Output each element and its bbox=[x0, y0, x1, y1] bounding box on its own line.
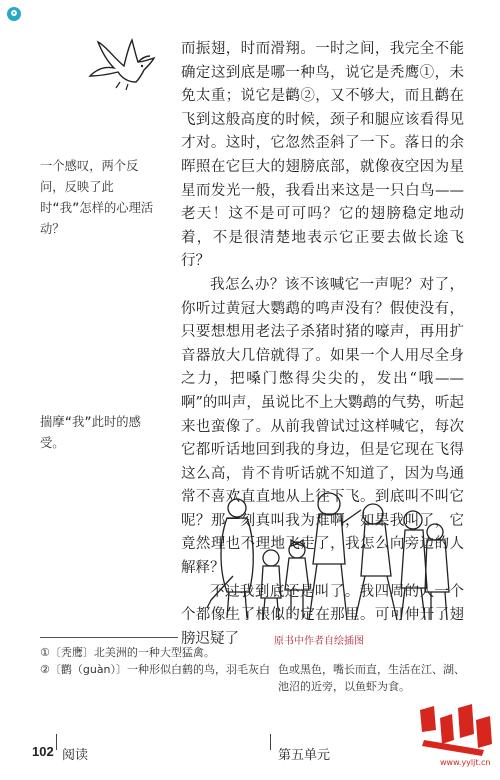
page-corner-icon bbox=[7, 7, 21, 21]
paragraph: 而振翅，时而滑翔。一时之间，我完全不能确定这到底是哪一种鸟，说它是秃鹰①，未免太重；说它是鹳②，又不够大，而且鹳在飞到这般高度的时候，颈子和腿应该看得见才对。这时，它忽然歪斜了一下。落日的余晖照在它巨大的翅膀底部，就像夜空因为星星而发光一般，我看出来这是一只白鸟——老天！这不是可可吗？它的翅膀稳定地动着，不是很清楚地表示它正要去做长途飞行？ bbox=[181, 41, 464, 270]
footnote-divider bbox=[40, 637, 178, 638]
footer-divider bbox=[270, 734, 271, 750]
footnote-continuation: 色或黑色，嘴长而直，生活在江、湖、池沼的近旁，以鱼虾为食。 bbox=[278, 663, 465, 693]
footnote-item: ①〔秃鹰〕北美洲的一种大型猛禽。 bbox=[40, 646, 215, 659]
paragraph: 我怎么办？该不该喊它一声呢？对了，你听过黄冠大鹦鹉的鸣声没有？假使没有，只要想想用老法子杀猪时猪的嚎声，再用扩音器放大几倍就得了。如果一个人用尽全身之力，把嗓门憋得尖尖的，发出“哦——啊”的叫声，虽说比不上大鹦鹉的气势，听起来也蛮像了。从前我曾试过这样喊它，每次它都听话地回到我的身边，但是它现在飞得这么高，肯不肯听话就不知道了，因为鸟通常不喜欢直直地从上往下飞。到底叫不叫它呢？那一刻真叫我为难啊，如果我叫了，它竟然理也不理地飞走了，我怎么向旁边的人解释？ bbox=[181, 276, 464, 577]
unit-label: 第五单元 bbox=[278, 748, 331, 763]
paragraph: 不过我到底还是叫了。我四周的人一个个都像生了根似的定在那里。可可伸开了翅膀迟疑了 bbox=[181, 583, 464, 647]
footnotes bbox=[40, 644, 270, 678]
page-number: 102 bbox=[32, 744, 54, 759]
watermark-url: www.yyljt.cn bbox=[440, 758, 491, 767]
author-illustration bbox=[205, 480, 453, 630]
bird-sketch-icon bbox=[84, 36, 156, 96]
margin-note-question: 一个感叹，两个反问，反映了此时“我”怎样的心理活动？ bbox=[40, 159, 154, 236]
illustration-caption: 原书中作者自绘插图 bbox=[274, 636, 364, 647]
section-label: 阅读 bbox=[62, 748, 89, 763]
footnote-item: ②〔鹳（guàn）〕一种形似白鹤的鸟，羽毛灰白 bbox=[40, 663, 271, 676]
margin-note-feeling: 揣摩“我”此时的感受。 bbox=[40, 415, 141, 450]
footer-divider bbox=[56, 734, 57, 750]
